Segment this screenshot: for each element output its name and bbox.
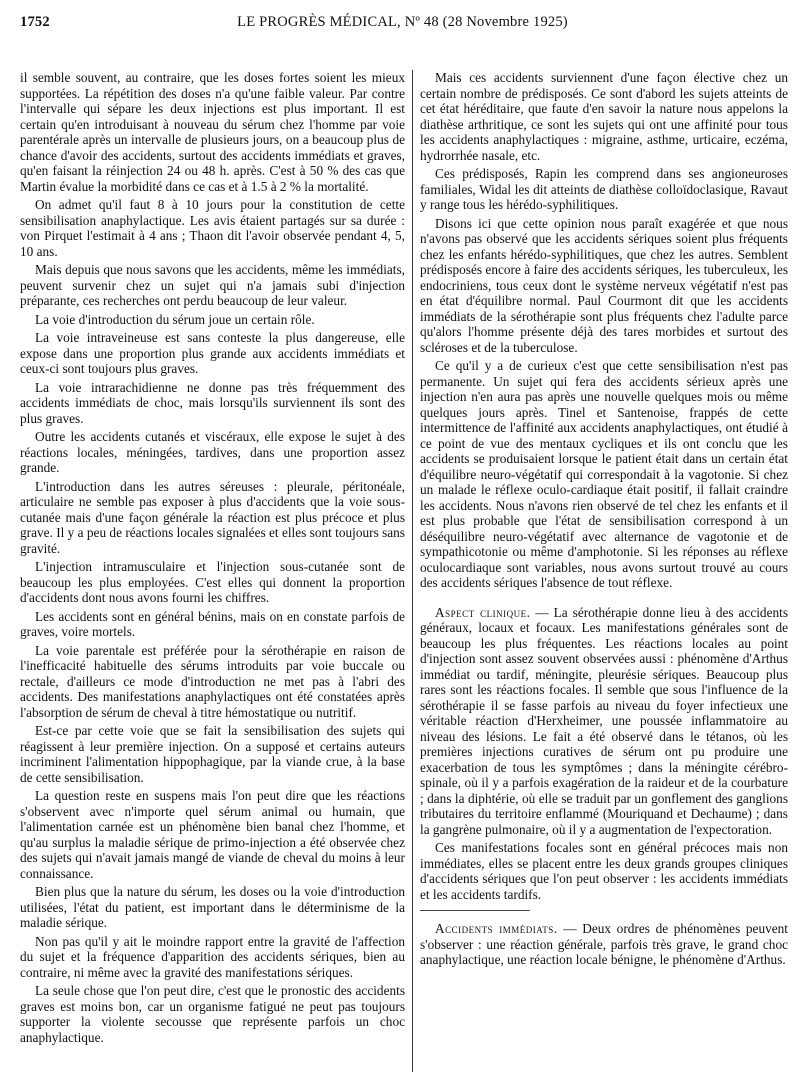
left-paragraph-7: Outre les accidents cutanés et viscéraux, elle expose le sujet à des réactions locales, méningées, tardives, dans une proportion assez grande.: [20, 429, 405, 475]
section-accidents-immediats: [420, 921, 788, 968]
left-paragraph-2: On admet qu'il faut 8 à 10 jours pour la constitution de cette sensibilisation anaphylactique. Les avis étaient partagés sur sa durée : von Pirquet l'estimait à 4 ans ; Thaon dit l'avoir observée pendant 4, 5, 10 ans.: [20, 197, 405, 259]
running-title: LE PROGRÈS MÉDICAL, Nº 48 (28 Novembre 1925): [237, 14, 568, 30]
left-paragraph-14: Bien plus que la nature du sérum, les doses ou la voie d'introduction utilisées, l'état du patient, est important dans le déterminisme de la maladie sérique.: [20, 884, 405, 930]
left-paragraph-6: La voie intrarachidienne ne donne pas très fréquemment des accidents immédiats de choc, mais lorsqu'ils surviennent ils sont des plus graves.: [20, 379, 405, 426]
section-text-accidents-immediats: — Deux ordres de phénomènes peuvent s'observer : une réaction générale, parfois très grave, le grand choc anaphylactique, une réaction locale bénigne, le phénomène d'Arthus.: [420, 921, 788, 967]
left-paragraph-13: La question reste en suspens mais l'on peut dire que les réactions s'observent avec n'importe quel sérum animal ou humain, que l'alimentation carnée est un phénomène bien banal chez l'homme, et qu'au surplus la maladie sérique de primo-injection a été observée chez des sujets qui n'avait jamais mangé de viande de cheval du moins à leur connaissance.: [20, 788, 405, 881]
left-paragraph-1: il semble souvent, au contraire, que les doses fortes soient les mieux supportées. La répétition des doses n'a qu'une faible valeur. Par contre l'intervalle qui sépare les deux injections est plus important. Il est certain qu'en introduisant à nouveau du sérum chez l'homme par voie parentérale après un intervalle de plusieurs jours, on a beaucoup plus de chance d'avoir des accidents, surtout des accidents immédiats et graves, qu'en faisant la réinjection 24 ou 48 h. après. C'est à 50 % des cas que Martin évalue la morbidité dans ce cas et à 1.5 à 2 % la mortalité.: [20, 70, 405, 194]
running-header: [20, 14, 785, 36]
left-paragraph-15: Non pas qu'il y ait le moindre rapport entre la gravité de l'affection du sujet et la fréquence d'apparition des accidents sériques, bien au contraire, ni même avec la gravité des manifestations sériques.: [20, 933, 405, 980]
left-paragraph-16: La seule chose que l'on peut dire, c'est que le pronostic des accidents graves est moins bon, car un organisme fatigué ne peut pas toujours supporter la violente secousse que représente parfois un choc anaphylactique.: [20, 983, 405, 1045]
left-paragraph-9: L'injection intramusculaire et l'injection sous-cutanée sont de beaucoup les plus employées. C'est elles qui donnent la proportion d'accidents dont nous avons fourni les chiffres.: [20, 559, 405, 605]
left-paragraph-10: Les accidents sont en général bénins, mais on en constate parfois de graves, voire mortels.: [20, 608, 405, 639]
left-column: [20, 70, 405, 1077]
left-paragraph-3: Mais depuis que nous savons que les accidents, même les immédiats, peuvent survenir chez un sujet qui n'a jamais subi d'injection préparante, ces recherches ont perdu beaucoup de leur valeur.: [20, 262, 405, 308]
left-paragraph-5: La voie intraveineuse est sans conteste la plus dangereuse, elle expose dans une proportion plus grande aux accidents immédiats et ceux-ci sont toujours plus graves.: [20, 330, 405, 376]
page-number: 1752: [20, 14, 50, 30]
right-paragraph-2: Ces prédisposés, Rapin les comprend dans ses angioneuroses familiales, Widal les dit atteints de diathèse colloïdoclasique, Ravaut y range tous les hérédo-syphilitiques.: [420, 166, 788, 212]
left-paragraph-12: Est-ce par cette voie que se fait la sensibilisation des sujets qui réagissent à leur première injection. On a supposé et certains auteurs incriminent l'alimentation hippophagique, par la viande crue, à la base de cette sensibilisation.: [20, 723, 405, 785]
left-paragraph-11: La voie parentale est préférée pour la sérothérapie en raison de l'inefficacité habituelle des sérums introduits par voie buccale ou rectale, d'ailleurs ce mode d'introduction ne met pas à l'abri des accidents. Des manifestations anaphylactiques ont été constatées après l'absorption de sérum de cheval à titre hémostatique ou nutritif.: [20, 642, 405, 720]
section-separator: [420, 910, 530, 911]
right-paragraph-5: Ces manifestations focales sont en général précoces mais non immédiates, elles se placent entre les deux grands groupes cliniques d'accidents sériques que l'on peut observer : les accidents immédiats et les accidents tardifs.: [420, 840, 788, 902]
section-heading-aspect-clinique: Aspect clinique.: [435, 604, 531, 620]
left-paragraph-8: L'introduction dans les autres séreuses : pleurale, péritonéale, articulaire ne semble pas exposer à plus d'accidents que la voie sous-cutanée mais d'une façon générale la réaction est plus précoce et plus grave. Il y a peu de réactions locales signalées et elles sont toujours sans gravité.: [20, 478, 405, 556]
right-column: [420, 70, 788, 1077]
section-text-aspect-clinique: — La sérothérapie donne lieu à des accidents généraux, locaux et focaux. Les manifestations générales sont de beaucoup les plus fréquentes. Les réactions locales au point d'injection sont assez souvent observées aussi : phénomène d'Arthus immédiat ou tardif, méningite, pleurésie sériques. Beaucoup plus rares sont les réactions focales. Il semble que sous l'influence de la sérothérapie il se fasse parfois au niveau du foyer infectieux une véritable réaction d'Herxheimer, une poussée inflammatoire au niveau des lésions. Le fait a été observé dans le tétanos, où les premières injections curatives de sérum ont pu produire une exacerbation de tous les symptômes ; dans la méningite cérébro-spinale, où il y a parfois exagération de la raideur et de la courbature ; dans la diphtérie, où elle se traduit par un gonflement des ganglions tributaires du territoire enflammé (Mouriquand et Dechaume) ; dans la gangrène pulmonaire, où il y a augmentation de l'expectoration.: [420, 604, 788, 837]
right-paragraph-4: Ce qu'il y a de curieux c'est que cette sensibilisation n'est pas permanente. Un sujet qui fera des accidents sérieux après une injection n'en aura pas après une nouvelle quelques mois ou même quelques jours après. Tinel et Santenoise, frappés de cette intermittence de l'affinité aux accidents anaphylactiques, ont étudié à ce point de vue des mentaux cycliques et ils ont conclu que les accidents se produisaient lorsque le patient était dans un certain état d'équilibre neuro-végétatif qui correspondait à la vagotonie. Si chez un malade le réflexe oculo-cardiaque était positif, il fallait craindre les accidents. Nous n'avons rien observé de tel chez les enfants et il est plus probable que l'état de sensibilisation correspond à un déséquilibre neuro-végétatif avec alternance de vagotonie et de sympathicotonie ou même d'amphotonie. Si les réponses au réflexe oculocardiaque sont variables, nous avons surtout trouvé au cours des accidents sériques l'absence de tout réflexe.: [420, 358, 788, 590]
column-divider: [412, 70, 413, 1072]
right-paragraph-3: Disons ici que cette opinion nous paraît exagérée et que nous n'avons pas observé que les accidents sériques soient plus fréquents chez les enfants hérédo-syphilitiques, que chez les autres. Semblent prédisposés encore à faire des accidents sériques, les tuberculeux, les endocriniens, tous ceux dont le système nerveux végétatif n'est pas en état d'équilibre normal. Paul Courmont dit que les accidents immédiats de la sérothérapie sont plus fréquents chez l'adulte parce qu'alors l'homme présente déjà des tares morbides et surtout des scléroses et de la tuberculose.: [420, 215, 788, 355]
left-paragraph-4: La voie d'introduction du sérum joue un certain rôle.: [35, 311, 315, 327]
right-paragraph-1: Mais ces accidents surviennent d'une façon élective chez un certain nombre de prédisposés. Ce sont d'abord les sujets atteints de cet état héréditaire, que faute d'en savoir la nature nous appelons la diathèse arthritique, ce sont les sujets qui ont une affinité pour tous les accidents anaphylactiques : migraine, asthme, urticaire, eczéma, hydrorrhée nasale, etc.: [420, 70, 788, 163]
section-aspect-clinique: [420, 605, 788, 838]
section-heading-accidents-immediats: Accidents immédiats.: [435, 921, 558, 936]
